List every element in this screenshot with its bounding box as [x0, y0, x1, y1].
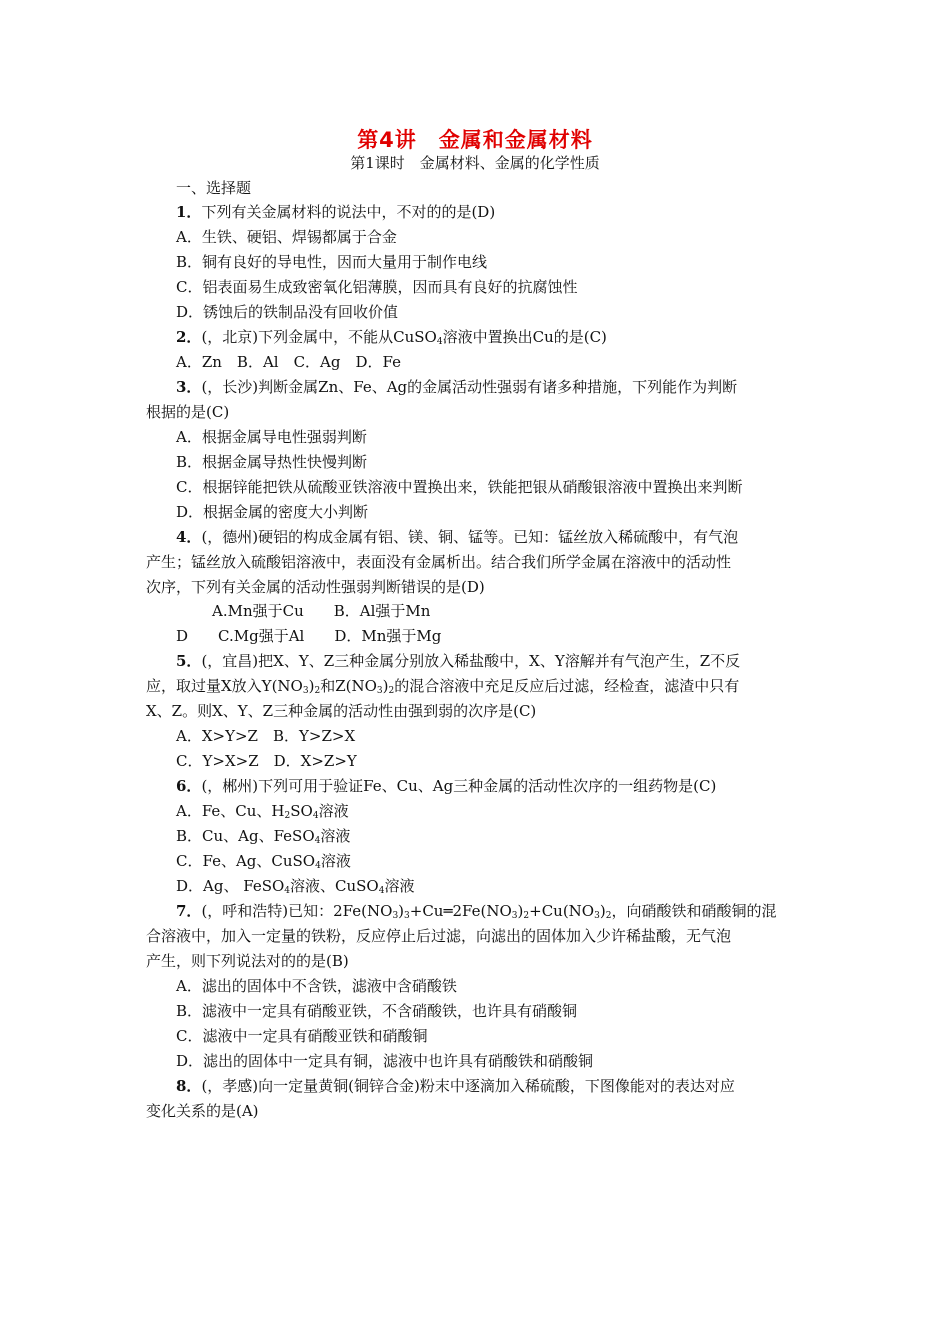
question-7-option-a: A．滤出的固体中不含铁，滤液中含硝酸铁: [176, 977, 457, 995]
lesson-title: 第4讲 金属和金属材料: [357, 128, 593, 152]
question-3-stem-cont: 根据的是(C): [146, 403, 230, 421]
question-7-stem: 7．(，呼和浩特)已知：$2Fe(NO_3)_3+Cu═2Fe(NO_3)_2+Cu(NO_3)_2$，向硝酸铁和硝酸铜的混: [176, 902, 777, 921]
question-3-option-c: C．根据锌能把铁从硫酸亚铁溶液中置换出来，铁能把银从硝酸银溶液中置换出来判断: [176, 478, 743, 496]
question-5-stem-cont: X、Z。则X、Y、Z三种金属的活动性由强到弱的次序是(C): [146, 702, 537, 720]
question-1-stem: [176, 202, 495, 222]
question-7-stem-cont: 产生，则下列说法对的的是(B): [146, 952, 349, 970]
question-7-stem-cont: 合溶液中，加入一定量的铁粉，反应停止后过滤，向滤出的固体加入少许稀盐酸，无气泡: [146, 927, 732, 945]
question-2-stem: 2．(，北京)下列金属中，不能从CuSO$_4$溶液中置换出Cu的是(C): [176, 328, 607, 347]
question-4-options-row2: D C.Mg强于Al D．Mn强于Mg: [176, 627, 442, 645]
question-8-stem: 8．(，孝感)向一定量黄铜(铜锌合金)粉末中逐滴加入稀硫酸，下图像能对的表达对应: [176, 1077, 735, 1095]
question-1-option-c: C．铝表面易生成致密氧化铝薄膜，因而具有良好的抗腐蚀性: [176, 278, 578, 296]
question-5-options-row1: A．X>Y>Z B．Y>Z>X: [176, 727, 356, 745]
question-4-stem-cont: 产生；锰丝放入硫酸铝溶液中，表面没有金属析出。结合我们所学金属在溶液中的活动性: [146, 553, 732, 571]
question-5-stem: 5．(，宜昌)把X、Y、Z三种金属分别放入稀盐酸中，X、Y溶解并有气泡产生，Z不反: [176, 652, 741, 670]
question-number: 4．: [176, 528, 202, 546]
question-3-option-d: D．根据金属的密度大小判断: [176, 503, 369, 521]
question-2-options: A．Zn B．Al C．Ag D．Fe: [176, 353, 401, 371]
question-number: 2．: [176, 328, 202, 346]
question-number: 8．: [176, 1077, 202, 1095]
section-heading: 一、选择题: [176, 179, 252, 197]
question-1-option-d: D．锈蚀后的铁制品没有回收价值: [176, 303, 399, 321]
question-number: 6．: [176, 777, 202, 795]
question-5-options-row2: C．Y>X>Z D．X>Z>Y: [176, 752, 357, 770]
question-6-option-b: B．Cu、Ag、FeSO$_4$溶液: [176, 827, 351, 846]
question-6-stem: 6．(，郴州)下列可用于验证Fe、Cu、Ag三种金属的活动性次序的一组药物是(C): [176, 777, 717, 795]
question-5-stem-cont: 应，取过量X放入$Y(NO_3)_2$和$Z(NO_3)_2$的混合溶液中充足反应后过滤，经检查，滤渣中只有: [146, 677, 740, 696]
question-4-stem-cont: 次序，下列有关金属的活动性强弱判断错误的是(D): [146, 578, 485, 596]
question-7-option-c: C．滤液中一定具有硝酸亚铁和硝酸铜: [176, 1027, 428, 1045]
question-number: 7．: [176, 902, 202, 920]
question-4-stem: 4．(，德州)硬铝的构成金属有铝、镁、铜、锰等。已知：锰丝放入稀硫酸中，有气泡: [176, 528, 739, 546]
question-6-option-d: D．Ag、 FeSO$_4$溶液、CuSO$_4$溶液: [176, 877, 415, 896]
question-3-option-b: B．根据金属导热性快慢判断: [176, 453, 368, 471]
question-text: 下列有关金属材料的说法中，不对的的是(D): [201, 203, 496, 221]
question-1-option-b: B．铜有良好的导电性，因而大量用于制作电线: [176, 253, 488, 271]
lesson-subtitle: 第1课时 金属材料、金属的化学性质: [350, 154, 600, 172]
question-3-stem: 3．(，长沙)判断金属Zn、Fe、Ag的金属活动性强弱有诸多种措施，下列能作为判断: [176, 378, 738, 396]
question-7-option-d: D．滤出的固体中一定具有铜，滤液中也许具有硝酸铁和硝酸铜: [176, 1052, 594, 1070]
question-number: 1．: [176, 203, 202, 221]
question-number: 5．: [176, 652, 202, 670]
question-8-stem-cont: 变化关系的是(A): [146, 1102, 259, 1120]
question-6-option-c: C．Fe、Ag、CuSO$_4$溶液: [176, 852, 351, 871]
question-number: 3．: [176, 378, 202, 396]
question-3-option-a: A．根据金属导电性强弱判断: [176, 428, 367, 446]
question-1-option-a: A．生铁、硬铝、焊锡都属于合金: [176, 228, 397, 246]
question-4-options-row1: A.Mn强于Cu B．Al强于Mn: [212, 602, 431, 620]
question-7-option-b: B．滤液中一定具有硝酸亚铁，不含硝酸铁，也许具有硝酸铜: [176, 1002, 578, 1020]
question-6-option-a: A．Fe、Cu、$H_2SO_4$溶液: [176, 802, 349, 821]
